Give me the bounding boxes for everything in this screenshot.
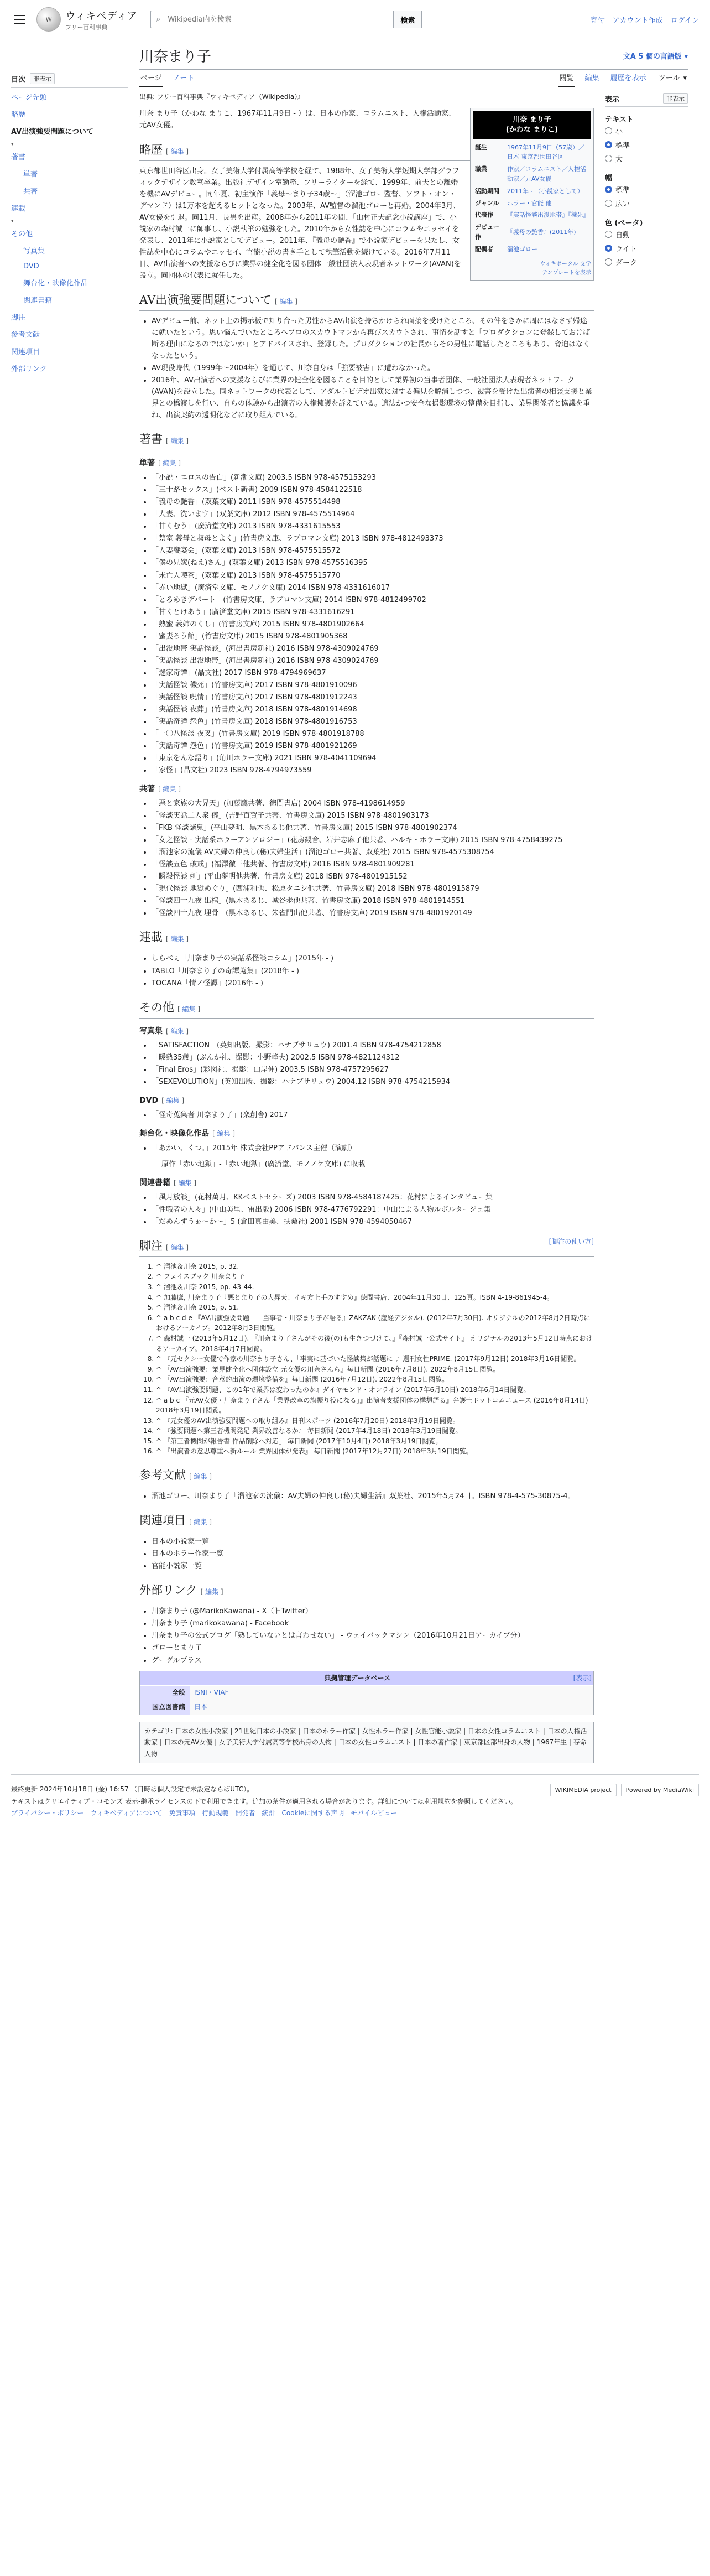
article-source-note: 出典: フリー百科事典『ウィキペディア（Wikipedia）』: [139, 93, 305, 101]
edit-link[interactable]: 編集: [170, 935, 184, 943]
text-large-option[interactable]: 大: [605, 152, 688, 165]
tab-talk[interactable]: ノート: [173, 74, 195, 82]
edit-link[interactable]: 編集: [170, 437, 184, 445]
book-item[interactable]: • 「迷家奇譚」(晶文社) 2017 ISBN 978-4794969637: [152, 667, 594, 679]
reference-item[interactable]: 8. ^ 『元セクシー女優で作家の川奈まり子さん、「事実に基づいた怪談集が話題に」』週刊女性PRIME. (2017年9月12日) 2018年3月16日閲覧。: [156, 1354, 594, 1364]
tab-edit[interactable]: 編集: [584, 74, 599, 82]
photobook-item[interactable]: • 「暖熟35歳」(ぶんか社、撮影：小野峰夫) 2002.5 ISBN 978-4821124312: [152, 1052, 594, 1063]
toc-item[interactable]: 著書: [11, 153, 26, 162]
book-item[interactable]: • 「出没地帯 実話怪談」(河出書房新社) 2016 ISBN 978-4309024769: [152, 643, 594, 655]
toc-item[interactable]: 略歴: [11, 111, 26, 119]
reference-item[interactable]: 12. ^ a b c 『元AV女優・川奈まり子さん「業界改革の旗振り役になる」』出演者支援団体の構想語る』弁護士ドットコムニュース (2016年8月14日) 2018年3月19日閲覧。: [156, 1395, 594, 1416]
rensai-item[interactable]: • TOCANA「情ノ怪譚」(2016年 - ): [152, 978, 594, 989]
book-item[interactable]: • 「一〇八怪談 夜叉」(竹書房文庫) 2019 ISBN 978-4801918788: [152, 728, 594, 740]
related-book-item[interactable]: • 「風月放談」(花村萬月、KKベストセラーズ) 2003 ISBN 978-4584187425：花村によるインタビュー集: [152, 1192, 594, 1203]
edit-link[interactable]: 編集: [170, 1027, 184, 1035]
subsection-stage: 舞台化・映像化作品 [ 編集 ]: [139, 1129, 236, 1139]
infobox-kana: (かわな まりこ): [505, 125, 558, 134]
book-item[interactable]: • 「小説・エロスの告白」(新潮文庫) 2003.5 ISBN 978-4575153293: [152, 472, 594, 484]
infobox-row: [473, 185, 591, 198]
authority-title: 典拠管理データベース: [324, 1674, 391, 1682]
toc-title: 目次: [11, 75, 26, 84]
appearance-title: 表示: [605, 95, 620, 104]
text-standard-option[interactable]: 標準: [605, 138, 688, 152]
page-footer: [11, 1774, 699, 1836]
reference-item[interactable]: 6. ^ a b c d e 『AV出演強要問題――当事者・川奈まり子が語る』ZAKZAK (産経デジタル). (2012年7月30日). オリジナルの2012年8月2日時点におけるアーカイブ。2012年8月3日閲覧。: [156, 1313, 594, 1333]
tankou-list: [139, 472, 594, 776]
related-list: [139, 1536, 594, 1572]
toc-list: [11, 88, 128, 377]
edit-link[interactable]: 編集: [279, 298, 293, 306]
subsection-photo: 写真集 [ 編集 ]: [139, 1026, 189, 1036]
section-bib-heading: 参考文献 [ 編集 ]: [139, 1466, 594, 1486]
wikimedia-badge[interactable]: WIKIMEDIA project: [550, 1784, 617, 1796]
show-template-link[interactable]: テンプレートを表示: [541, 269, 591, 276]
toc-item[interactable]: 舞台化・映像化作品: [23, 279, 88, 288]
book-item[interactable]: • 「熟蜜 義姉のくし」(竹書房文庫) 2015 ISBN 978-4801902664: [152, 619, 594, 630]
rensai-list: [139, 953, 594, 989]
width-standard-option[interactable]: 標準: [605, 183, 688, 196]
infobox-key: 誕生: [475, 143, 487, 151]
infobox-row: [473, 221, 591, 243]
edit-link[interactable]: 編集: [178, 1178, 192, 1187]
reference-item[interactable]: 5. ^ 溜池＆川奈 2015, p. 51.: [156, 1302, 594, 1313]
external-link[interactable]: • ゴローとまり子: [152, 1642, 594, 1654]
infobox-name: 川奈 まり子: [513, 116, 551, 124]
lead-paragraph: 川奈 まり子（かわな まりこ、1967年11月9日 - ）は、日本の作家、コラムニスト、人権活動家、元AV女優。: [139, 110, 456, 130]
related-book-item[interactable]: • 「性職者の人々」(中山美里、宙出版) 2006 ISBN 978-4776792291：中山による人物ルポルタージュ集: [152, 1204, 594, 1216]
donate-link[interactable]: 寄付: [590, 16, 605, 25]
menu-icon[interactable]: [11, 11, 29, 28]
chevron-down-icon[interactable]: ▾: [11, 142, 14, 147]
toc-item[interactable]: 関連項目: [11, 348, 40, 356]
dvd-list: [139, 1109, 594, 1121]
toc-item[interactable]: AV出演強要問題について: [11, 128, 93, 136]
chevron-down-icon[interactable]: ▾: [11, 219, 14, 224]
rensai-item[interactable]: • TABLO「川奈まり子の奇譚蒐集」(2018年 - ): [152, 965, 594, 977]
search-button[interactable]: 検索: [394, 11, 422, 28]
bibliography-item[interactable]: • 溜池ゴロー、川奈まり子『溜池家の流儀：AV夫婦の仲良し(秘)夫婦生活』双葉社、2015年5月24日。ISBN 978-4-575-30875-4。: [152, 1490, 594, 1502]
av-list-item: • AVデビュー前、ネット上の掲示板で知り合った男性からAV出演を持ちかけられ面接を受けたところ、その件をきかに周にはなさず帰途に就いたという。思い悩んでいたところへプロのスカウトマンから再びスカウトされ、事情を話すと「プロダクションに登録しておけば断る理由になるのではないか」とアドバイスされ、登録した。プロダクションの社長からその男性に電話したところもあり、脅迫はなくなったという。: [152, 315, 594, 362]
bio-paragraph: 東京都世田谷区出身。女子美術大学付属高等学校を経て、1988年、女子美術大学短期大学部グラフィックデザイン教室卒業。出版社デザイン室勤務、フリーライターを経て、1999年、前夫との離婚を機にAVデビュー。同年夏、初主演作「義母〜まり子34歳〜」（溜池ゴロー監督、ソフト・オン・デマンド）は1万本を超えるヒットとなった。2003年、AV監督の溜池ゴローと再婚。2004年3月、AV女優を引退。同11月、長男を出産。2008年から2011年の間、「山村正夫記念小説講座」で、小説家の森村誠一に師事し、小説執筆の勉強をした。2010年から女性誌を中心にコラムやエッセイを発表し、2011年に小説家としてデビュー。2011年、『義母の艶香』で小説家デビューを果たし、女性誌を中心にコラムやエッセイ、官能小説の書き手として執筆活動を続けている。2016年7月11日、AV出演者への支援ならびに業界の健全化を図る団体一般社団法人表現者ネットワーク(AVAN)を設立。同団体の代表に就任した。: [139, 167, 461, 280]
text-size-group: テキスト: [605, 116, 634, 124]
av-list: [139, 315, 594, 421]
language-button[interactable]: 文A 5 個の言語版 ▾: [623, 53, 688, 61]
main-content: [128, 39, 699, 1774]
book-item[interactable]: • 「未亡人喫茶」(双葉文庫) 2013 ISBN 978-4575515770: [152, 570, 594, 581]
book-item[interactable]: • 「三十路セックス」(ベスト新書) 2009 ISBN 978-4584122518: [152, 484, 594, 496]
toc-item[interactable]: 連載: [11, 205, 26, 213]
reference-item[interactable]: 2. ^ フェイスブック 川奈まり子: [156, 1271, 594, 1282]
book-item[interactable]: • 「悪と家族の大昇天」(加藤鷹共著、徳間書店) 2004 ISBN 978-4198614959: [152, 798, 594, 809]
toc-item[interactable]: 単著: [23, 170, 38, 179]
search-input[interactable]: [150, 11, 394, 28]
wikipedia-globe-icon: W: [36, 7, 61, 32]
reference-item[interactable]: 15. ^ 『第三者機関が報告書 作品削除へ対応』 毎日新聞 (2017年10月4日) 2018年3月19日閲覧。: [156, 1436, 594, 1447]
color-group: 色 (ベータ): [605, 219, 643, 227]
infobox-row: [473, 142, 591, 164]
toc-item[interactable]: 共著: [23, 188, 38, 196]
book-item[interactable]: • 「瞬殺怪談 刺」(平山夢明他共著、竹書房文庫) 2018 ISBN 978-4801915152: [152, 871, 594, 882]
infobox-row: [473, 198, 591, 210]
book-item[interactable]: • 「禁室 義母と叔母とよく」(竹書房文庫、ラブロマン文庫) 2013 ISBN 978-4812493373: [152, 533, 594, 544]
reference-item[interactable]: 13. ^ 『元女優のAV出演強要問題への取り組み』日刊スポーツ (2016年7月20日) 2018年3月19日閲覧。: [156, 1416, 594, 1426]
book-item[interactable]: • 「怪談四十九夜 出棺」(黒木あるじ、城谷歩他共著、竹書房文庫) 2018 ISBN 978-4801914551: [152, 895, 594, 907]
book-item[interactable]: • 「とろめきデパート」(竹書房文庫、ラブロマン文庫) 2014 ISBN 978-4812499702: [152, 594, 594, 606]
infobox-value[interactable]: 溜池ゴロー: [507, 245, 537, 253]
related-books-list: [139, 1192, 594, 1228]
infobox-row: [473, 243, 591, 256]
reference-item[interactable]: 14. ^ 『強要問題へ第三者機関発足 業界改善なるか』 毎日新聞 (2017年4月18日) 2018年3月19日閲覧。: [156, 1426, 594, 1436]
infobox-value[interactable]: ホラー・官能 他: [507, 199, 552, 207]
book-item[interactable]: • 「FKB 怪談諸鬼」(平山夢明、黒木あるじ他共著、竹書房文庫) 2015 ISBN 978-4801902374: [152, 822, 594, 834]
create-account-link[interactable]: アカウント作成: [612, 16, 663, 25]
book-item[interactable]: • 「現代怪談 地獄めぐり」(西浦和也、松原タニシ他共著、竹書房文庫) 2018 ISBN 978-4801915879: [152, 883, 594, 895]
page-title: 川奈まり子: [139, 49, 212, 65]
section-books-heading: 著書 [ 編集 ]: [139, 430, 594, 450]
toc-item[interactable]: 脚注: [11, 314, 26, 322]
infobox-value[interactable]: 2011年 - （小説家として）: [507, 187, 583, 195]
external-link[interactable]: • グーグルプラス: [152, 1655, 594, 1666]
toc-item[interactable]: ページ先頭: [11, 94, 47, 102]
tab-page[interactable]: ページ: [139, 69, 163, 87]
av-list-item: • AV現役時代（1999年〜2004年）を通じて、川奈自身は「強要被害」に遭わなかった。: [152, 362, 594, 374]
book-item[interactable]: • 「僕の兄嫁(ねえ)さん」(双葉文庫) 2013 ISBN 978-4575516395: [152, 557, 594, 569]
footer-links[interactable]: プライバシー・ポリシー ウィキペディアについて 免責事項 行動規範 開発者 統計 Cookieに関する声明 モバイルビュー: [11, 1809, 398, 1817]
infobox-row: [473, 209, 591, 221]
infobox-value[interactable]: 1967年11月9日（57歳）／ 日本 東京都世田谷区: [507, 143, 584, 161]
dvd-item[interactable]: • 「怪奇蒐集者 川奈まり子」(楽創舎) 2017: [152, 1109, 594, 1121]
related-link[interactable]: • 官能小説家一覧: [152, 1560, 594, 1572]
book-item[interactable]: • 「怪談五色 破戒」(福澤徹三他共著、竹書房文庫) 2016 ISBN 978-4801909281: [152, 859, 594, 870]
color-dark-option[interactable]: ダーク: [605, 255, 688, 269]
book-item[interactable]: • 「実話奇譚 怨色」(竹書房文庫) 2018 ISBN 978-4801916753: [152, 716, 594, 728]
categories-box[interactable]: カテゴリ: 日本の女性小説家 | 21世紀日本の小説家 | 日本のホラー作家 | 女性ホラー作家 | 女性官能小説家 | 日本の女性コラムニスト | 日本の人権活動家 | 日本の元AV女優 | 女子美術大学付属高等学校出身の人物 | 日本の女性コラムニスト | 日本の著作家 | 東京都区部出身の人物 | 1967年生 | 存命人物: [139, 1722, 594, 1763]
edit-link[interactable]: 編集: [170, 1243, 184, 1251]
width-wide-option[interactable]: 広い: [605, 196, 688, 210]
bibliography-list: [139, 1490, 594, 1502]
book-item[interactable]: • 「実話怪談 出没地帯」(河出書房新社) 2016 ISBN 978-4309024769: [152, 655, 594, 667]
stage-list: [139, 1142, 594, 1154]
infobox: [470, 108, 594, 281]
authority-key: 全般: [140, 1686, 190, 1700]
color-light-option[interactable]: ライト: [605, 241, 688, 255]
page-tabs: [139, 70, 688, 87]
book-item[interactable]: • 「蜜妻ろう館」(竹書房文庫) 2015 ISBN 978-4801905368: [152, 631, 594, 642]
subsection-dvd: DVD [ 編集 ]: [139, 1096, 185, 1105]
section-related-heading: 関連項目 [ 編集 ]: [139, 1511, 594, 1531]
text-small-option[interactable]: 小: [605, 124, 688, 138]
reference-item[interactable]: 1. ^ 溜池＆川奈 2015, p. 32.: [156, 1261, 594, 1272]
edit-link[interactable]: 編集: [217, 1130, 231, 1138]
book-item[interactable]: • 「甘くむう」(廣済堂文庫) 2013 ISBN 978-4331615553: [152, 521, 594, 532]
tab-history[interactable]: 履歴を表示: [610, 74, 646, 82]
toc-item[interactable]: DVD: [23, 262, 39, 271]
appearance-sidebar: [605, 87, 688, 1774]
external-links-list: [139, 1606, 594, 1666]
book-item[interactable]: • 「実話怪談 穢死」(竹書房文庫) 2017 ISBN 978-4801910096: [152, 679, 594, 691]
photo-list: [139, 1040, 594, 1088]
reference-item[interactable]: 10. ^ 『AV出演強要：合意的出演の環境整備を』毎日新聞 (2016年7月12日). 2022年8月15日閲覧。: [156, 1374, 594, 1385]
edit-link[interactable]: 編集: [205, 1588, 219, 1596]
section-bio-heading: 略歴 [ 編集 ]: [139, 141, 594, 161]
infobox-table: [473, 142, 591, 256]
header: [0, 0, 710, 39]
last-modified: 最終更新 2024年10月18日 (金) 16:57 （日時は個人設定で未設定ならばUTC）。: [11, 1785, 254, 1794]
book-item[interactable]: • 「赤い地獄」(廣済堂文庫、モノノケ文庫) 2014 ISBN 978-4331616017: [152, 582, 594, 594]
related-link[interactable]: • 日本の小説家一覧: [152, 1536, 594, 1547]
search-icon: ⌕: [156, 15, 161, 24]
authority-value[interactable]: ISNI・VIAF: [190, 1686, 593, 1700]
external-link[interactable]: • 川奈まり子 (@MarikoKawana) - X（旧Twitter）: [152, 1606, 594, 1617]
infobox-key: ジャンル: [475, 199, 499, 207]
infobox-value[interactable]: 作家／コラムニスト／人権活動家／元AV女優: [507, 165, 586, 183]
related-book-item[interactable]: • 「だめんずうぉ〜か〜」5 (倉田真由美、扶桑社) 2001 ISBN 978-4594050467: [152, 1216, 594, 1228]
subsection-tankou: 単著 [ 編集 ]: [139, 459, 181, 468]
kyocho-list: [139, 798, 594, 919]
stage-item[interactable]: • 「あかい、くつ。」2015年 株式会社PPアドバンス主催（演劇）: [152, 1142, 594, 1154]
edit-link[interactable]: 編集: [182, 1005, 196, 1013]
user-links: [591, 14, 699, 25]
tab-read[interactable]: 閲覧: [558, 69, 575, 87]
book-item[interactable]: • 「怪談四十九夜 埋骨」(黒木あるじ、朱雀門出他共著、竹書房文庫) 2019 ISBN 978-4801920149: [152, 907, 594, 919]
section-av-heading: AV出演強要問題について [ 編集 ]: [139, 290, 594, 311]
infobox-key: 代表作: [475, 211, 493, 219]
rensai-item[interactable]: • しらべぇ「川奈まり子の実話系怪談コラム」(2015年 - ): [152, 953, 594, 964]
av-list-item: • 2016年、AV出演者への支援ならびに業界の健全化を図ることを目的として業界初の当事者団体、一般社団法人表現者ネットワーク(AVAN)を設立した。同ネットワークの代表として、アダルトビデオ出演に対する偏見を解消しつつ、被害を受けた出演者の相談支援と業界との橋渡しを行い、自らの体験から出演者の人権擁護を訴えている。適法かつ安全な撮影環境の整備を目指し、業界関係者と協議を重ね、出演契約の透明化などに取り組んでいる。: [152, 375, 594, 421]
book-item[interactable]: • 「家怪」(晶文社) 2023 ISBN 978-4794973559: [152, 765, 594, 776]
article-body: [139, 87, 594, 1774]
search-form: [150, 11, 422, 28]
infobox-value[interactable]: 『義母の艶香』(2011年): [507, 228, 576, 236]
footnote-usage-link[interactable]: [脚注の使い方]: [549, 1237, 594, 1245]
toc-item[interactable]: 写真集: [23, 247, 45, 256]
edit-link[interactable]: 編集: [170, 147, 184, 155]
edit-link[interactable]: 編集: [194, 1473, 207, 1481]
reference-item[interactable]: 4. ^ 加藤鷹, 川奈まり子『悪とまり子の大昇天！イキ方上手のすすめ』徳間書店、2004年11月30日、125頁。ISBN 4-19-861945-4。: [156, 1292, 594, 1303]
edit-link[interactable]: 編集: [163, 785, 176, 793]
authority-key: 国立図書館: [140, 1700, 190, 1714]
external-link[interactable]: • 川奈まり子 (marikokawana) - Facebook: [152, 1618, 594, 1629]
photobook-item[interactable]: • 「SATISFACTION」(英知出版、撮影：ハナブサリュウ) 2001.4 ISBN 978-4754212858: [152, 1040, 594, 1051]
toc-item[interactable]: その他: [11, 230, 33, 238]
book-item[interactable]: • 「女之怪談 - 実話系ホラーアンソロジー」(花房観音、岩井志麻子他共著、ハルキ・ホラー文庫) 2015 ISBN 978-4758439275: [152, 834, 594, 846]
photobook-item[interactable]: • 「Final Eros」(彩図社、撮影：山岸伸) 2003.5 ISBN 978-4757295627: [152, 1064, 594, 1076]
book-item[interactable]: • 「怪談実話二人衆 儀」(吉野百賀子共著、竹書房文庫) 2015 ISBN 978-4801903173: [152, 810, 594, 822]
reference-item[interactable]: 16. ^ 『出演者の意思尊重へ新ルール 業界団体が発表』 毎日新聞 (2017年12月27日) 2018年3月19日閲覧。: [156, 1446, 594, 1457]
authority-toggle[interactable]: [表示]: [573, 1674, 592, 1682]
infobox-key: 職業: [475, 165, 487, 173]
infobox-key: 活動期間: [475, 187, 499, 195]
login-link[interactable]: ログイン: [670, 16, 699, 25]
license-text: テキストはクリエイティブ・コモンズ 表示-継承ライセンスの下で利用できます。追加の条件が適用される場合があります。詳細については利用規約を参照してください。: [11, 1797, 518, 1805]
stage-note: 原作「赤い地獄」-「赤い地獄」(廣済堂、モノノケ文庫) に収載: [161, 1160, 366, 1168]
photobook-item[interactable]: • 「SEXEVOLUTION」(英知出版、撮影：ハナブサリュウ) 2004.12 ISBN 978-4754215934: [152, 1076, 594, 1088]
reference-item[interactable]: 11. ^ 『AV出演強要問題、この1年で業界は変わったのか』ダイヤモンド・オンライン (2017年6月10日) 2018年6月14日閲覧。: [156, 1385, 594, 1395]
book-item[interactable]: • 「義母の艶香」(双葉文庫) 2011 ISBN 978-4575514498: [152, 496, 594, 508]
authority-control: [139, 1671, 594, 1715]
reference-item[interactable]: 9. ^ 『AV出演強要：業界健全化へ団体設立 元女優の川奈さんら』毎日新聞 (2016年7月8日). 2022年8月15日閲覧。: [156, 1364, 594, 1375]
book-item[interactable]: • 「人妻、洗います」(双葉文庫) 2012 ISBN 978-4575514964: [152, 508, 594, 520]
subsection-kyocho: 共著 [ 編集 ]: [139, 785, 181, 794]
infobox-key: デビュー作: [475, 224, 499, 241]
references-list: [139, 1261, 594, 1457]
book-item[interactable]: • 「東京をんな語り」(角川ホラー文庫) 2021 ISBN 978-4041109694: [152, 752, 594, 764]
reference-item[interactable]: 7. ^ 森村誠一 (2013年5月12日). 『川奈まり子さんがその後(の)も生きつづけて、』『森村誠一公式サイト』 オリジナルの2013年5月12日時点におけるアーカイブ。2018年4月7日閲覧。: [156, 1333, 594, 1354]
appearance-hide-button[interactable]: 非表示: [663, 93, 688, 104]
width-group: 幅: [605, 174, 613, 183]
book-item[interactable]: • 「甘くとけあう」(廣済堂文庫) 2015 ISBN 978-4331616291: [152, 606, 594, 618]
subsection-related-books: 関連書籍 [ 編集 ]: [139, 1178, 197, 1187]
section-rensai-heading: 連載 [ 編集 ]: [139, 928, 594, 948]
color-auto-option[interactable]: 自動: [605, 227, 688, 241]
section-external-heading: 外部リンク [ 編集 ]: [139, 1581, 594, 1601]
toc-item[interactable]: 外部リンク: [11, 365, 47, 373]
tab-tools[interactable]: ツール ▾: [658, 74, 687, 82]
external-link[interactable]: • 川奈まり子の公式ブログ「熟していないとは言わせない」 - ウェイバックマシン（2016年10月21日アーカイブ分）: [152, 1630, 594, 1642]
infobox-row: [473, 163, 591, 185]
toc-hide-button[interactable]: 非表示: [30, 73, 55, 84]
wikidata-link[interactable]: ウィキポータル 文学: [540, 261, 591, 267]
book-item[interactable]: • 「人妻饗宴会」(双葉文庫) 2013 ISBN 978-4575515572: [152, 545, 594, 557]
related-link[interactable]: • 日本のホラー作家一覧: [152, 1548, 594, 1560]
infobox-value[interactable]: 『実話怪談出没地帯』『穢死』: [507, 211, 589, 219]
site-logo[interactable]: [36, 7, 137, 32]
section-notes-heading: 脚注 [ 編集 ] [脚注の使い方]: [139, 1237, 594, 1257]
mediawiki-badge[interactable]: Powered by MediaWiki: [621, 1784, 699, 1796]
authority-value[interactable]: 日本: [190, 1700, 593, 1714]
toc-item[interactable]: 関連書籍: [23, 297, 53, 305]
book-item[interactable]: • 「実話怪談 呪情」(竹書房文庫) 2017 ISBN 978-4801912243: [152, 692, 594, 703]
site-name: ウィキペディア: [65, 9, 138, 22]
edit-link[interactable]: 編集: [194, 1518, 207, 1526]
book-item[interactable]: • 「実話奇譚 怨色」(竹書房文庫) 2019 ISBN 978-4801921269: [152, 740, 594, 752]
toc-item[interactable]: 参考文献: [11, 331, 40, 339]
reference-item[interactable]: 3. ^ 溜池＆川奈 2015, pp. 43-44.: [156, 1282, 594, 1292]
site-tagline: フリー百科事典: [65, 23, 108, 31]
toc-sidebar: [11, 39, 128, 1774]
infobox-key: 配偶者: [475, 245, 493, 253]
book-item[interactable]: • 「溜池家の流儀 AV夫婦の仲良し(秘)夫婦生活」(溜池ゴロー共著、双葉社) 2015 ISBN 978-4575308754: [152, 846, 594, 858]
book-item[interactable]: • 「実話怪談 夜葬」(竹書房文庫) 2018 ISBN 978-4801914698: [152, 704, 594, 715]
edit-link[interactable]: 編集: [166, 1097, 180, 1105]
section-other-heading: その他 [ 編集 ]: [139, 998, 594, 1019]
edit-link[interactable]: 編集: [163, 459, 176, 468]
